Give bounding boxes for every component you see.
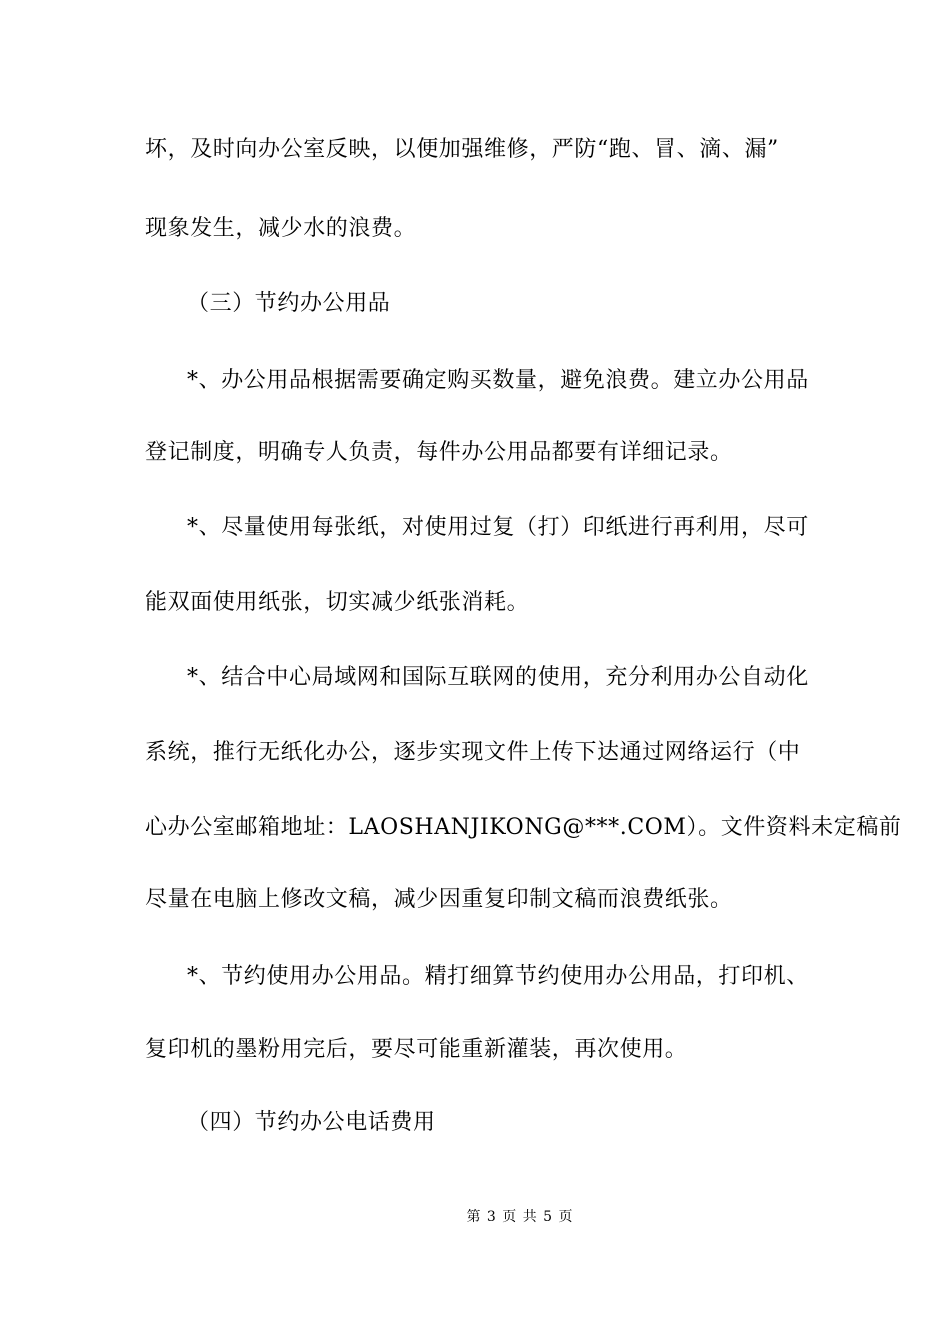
body-text-line: 复印机的墨粉用完后，要尽可能重新灌装，再次使用。 (145, 1037, 688, 1062)
body-text-line: *、办公用品根据需要确定购买数量，避免浪费。建立办公用品 (187, 368, 809, 393)
section-heading: （三）节约办公用品 (187, 291, 391, 316)
body-text-line: 能双面使用纸张，切实减少纸张消耗。 (145, 590, 530, 615)
body-text-line: 现象发生，减少水的浪费。 (145, 216, 417, 241)
body-text-line: 心办公室邮箱地址：LAOSHANJIKONG@***.COM）。文件资料未定稿前 (145, 815, 902, 840)
page-footer (0, 1207, 950, 1227)
body-text-line: 登记制度，明确专人负责，每件办公用品都要有详细记录。 (145, 440, 733, 465)
page-number: 第 3 页 共 5 页 (466, 1209, 574, 1225)
body-text-line: 坏，及时向办公室反映，以便加强维修，严防“跑、冒、滴、漏” (145, 137, 779, 162)
section-heading: （四）节约办公电话费用 (187, 1110, 436, 1135)
body-text-line: 系统，推行无纸化办公，逐步实现文件上传下达通过网络运行（中 (145, 740, 801, 765)
body-text-line: *、结合中心局域网和国际互联网的使用，充分利用办公自动化 (187, 665, 809, 690)
body-text-line: *、尽量使用每张纸，对使用过复（打）印纸进行再利用，尽可 (187, 515, 809, 540)
body-text-line: 尽量在电脑上修改文稿，减少因重复印制文稿而浪费纸张。 (145, 887, 733, 912)
body-text-line: *、节约使用办公用品。精打细算节约使用办公用品，打印机、 (187, 964, 809, 989)
